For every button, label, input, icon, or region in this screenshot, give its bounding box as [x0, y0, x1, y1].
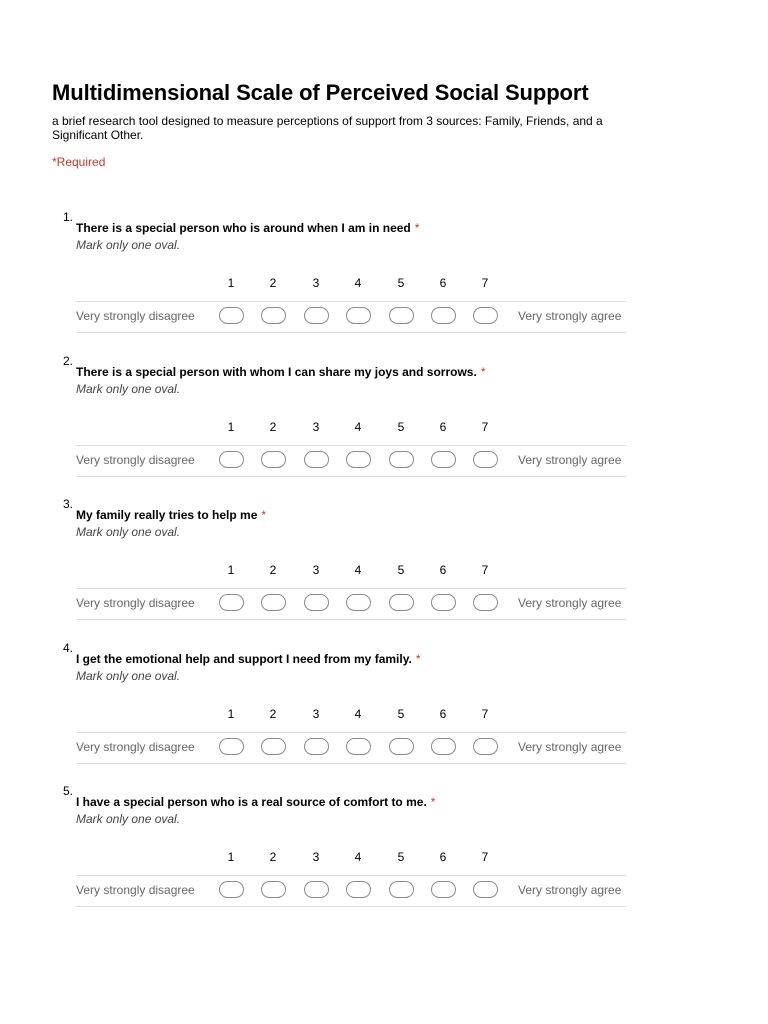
scale-number-6: 6	[439, 276, 447, 290]
oval-option-5[interactable]	[389, 451, 414, 468]
question-label: There is a special person who is around when I am in need	[76, 221, 411, 235]
scale-number-1: 1	[227, 850, 235, 864]
oval-option-2[interactable]	[261, 451, 286, 468]
oval-option-7[interactable]	[473, 307, 498, 324]
scale-number-3: 3	[312, 850, 320, 864]
required-asterisk: *	[480, 364, 486, 379]
oval-option-5[interactable]	[389, 881, 414, 898]
oval-option-3[interactable]	[304, 451, 329, 468]
scale-number-2: 2	[269, 850, 277, 864]
scale-number-1: 1	[227, 563, 235, 577]
question-number: 2.	[63, 353, 74, 368]
scale-high-label: Very strongly agree	[518, 309, 622, 323]
question-label: There is a special person with whom I can share my joys and sorrows.	[76, 364, 477, 379]
scale-number-4: 4	[354, 706, 362, 721]
question-label: I get the emotional help and support I need from my family.	[76, 651, 412, 666]
question-hint: Mark only one oval.	[76, 381, 181, 396]
scale-number-3: 3	[312, 706, 320, 721]
question-1	[0, 210, 768, 350]
oval-option-7[interactable]	[473, 738, 498, 755]
question-text	[76, 795, 435, 809]
scale-row	[76, 445, 626, 477]
required-asterisk: *	[430, 795, 436, 809]
oval-option-2[interactable]	[261, 307, 286, 324]
oval-option-1[interactable]	[219, 594, 244, 611]
scale-low-label: Very strongly disagree	[76, 739, 195, 754]
scale-high-label: Very strongly agree	[518, 452, 622, 467]
oval-option-2[interactable]	[261, 594, 286, 611]
question-number: 1.	[63, 210, 74, 224]
oval-option-5[interactable]	[389, 594, 414, 611]
scale-number-2: 2	[269, 563, 277, 577]
scale-number-7: 7	[481, 419, 489, 434]
oval-option-1[interactable]	[219, 307, 244, 324]
scale-number-2: 2	[269, 276, 277, 290]
scale-number-2: 2	[269, 419, 277, 434]
oval-option-2[interactable]	[261, 738, 286, 755]
scale-number-5: 5	[397, 563, 405, 577]
oval-option-3[interactable]	[304, 594, 329, 611]
scale-number-7: 7	[481, 706, 489, 721]
scale-number-4: 4	[354, 419, 362, 434]
scale-number-1: 1	[227, 419, 235, 434]
scale-number-3: 3	[312, 419, 320, 434]
question-number: 3.	[63, 497, 74, 511]
scale-numbers	[0, 563, 768, 579]
oval-option-4[interactable]	[346, 881, 371, 898]
scale-number-6: 6	[439, 563, 447, 577]
scale-row	[76, 732, 626, 764]
scale-number-3: 3	[312, 563, 320, 577]
oval-option-7[interactable]	[473, 594, 498, 611]
question-label: My family really tries to help me	[76, 508, 258, 522]
question-2	[0, 354, 768, 494]
scale-numbers	[0, 850, 768, 866]
scale-row	[76, 301, 626, 333]
scale-numbers	[0, 420, 768, 436]
scale-number-5: 5	[397, 850, 405, 864]
question-text	[76, 508, 266, 522]
scale-number-4: 4	[354, 850, 362, 864]
question-4	[0, 641, 768, 781]
scale-number-6: 6	[439, 419, 447, 434]
scale-number-6: 6	[439, 706, 447, 721]
scale-low-label: Very strongly disagree	[76, 309, 195, 323]
question-number: 5.	[63, 784, 74, 798]
scale-number-7: 7	[481, 276, 489, 290]
question-5	[0, 784, 768, 924]
oval-option-5[interactable]	[389, 738, 414, 755]
oval-option-7[interactable]	[473, 881, 498, 898]
scale-high-label: Very strongly agree	[518, 739, 622, 754]
oval-option-6[interactable]	[431, 738, 456, 755]
question-3	[0, 497, 768, 637]
scale-number-4: 4	[354, 563, 362, 577]
scale-number-1: 1	[227, 706, 235, 721]
question-text	[76, 365, 485, 379]
oval-option-7[interactable]	[473, 451, 498, 468]
required-note: *Required	[52, 155, 106, 169]
oval-option-6[interactable]	[431, 594, 456, 611]
scale-low-label: Very strongly disagree	[76, 596, 195, 610]
scale-high-label: Very strongly agree	[518, 596, 622, 610]
scale-number-3: 3	[312, 276, 320, 290]
scale-numbers	[0, 707, 768, 723]
question-label: I have a special person who is a real source of comfort to me.	[76, 795, 427, 809]
scale-number-7: 7	[481, 850, 489, 864]
oval-option-4[interactable]	[346, 307, 371, 324]
oval-option-1[interactable]	[219, 881, 244, 898]
scale-number-2: 2	[269, 706, 277, 721]
question-hint: Mark only one oval.	[76, 238, 181, 252]
scale-number-4: 4	[354, 276, 362, 290]
scale-numbers	[0, 276, 768, 292]
question-hint: Mark only one oval.	[76, 812, 181, 826]
question-text	[76, 221, 419, 235]
oval-option-4[interactable]	[346, 451, 371, 468]
scale-number-5: 5	[397, 706, 405, 721]
oval-option-5[interactable]	[389, 307, 414, 324]
oval-option-6[interactable]	[431, 307, 456, 324]
scale-number-7: 7	[481, 563, 489, 577]
oval-option-6[interactable]	[431, 451, 456, 468]
question-hint: Mark only one oval.	[76, 668, 181, 683]
scale-number-6: 6	[439, 850, 447, 864]
oval-option-6[interactable]	[431, 881, 456, 898]
oval-option-4[interactable]	[346, 738, 371, 755]
form-title: Multidimensional Scale of Perceived Social Support	[52, 80, 589, 105]
scale-number-5: 5	[397, 276, 405, 290]
oval-option-3[interactable]	[304, 881, 329, 898]
required-asterisk: *	[414, 221, 420, 235]
required-asterisk: *	[415, 651, 421, 666]
required-asterisk: *	[261, 508, 267, 522]
question-number: 4.	[63, 640, 74, 655]
oval-option-3[interactable]	[304, 738, 329, 755]
oval-option-1[interactable]	[219, 738, 244, 755]
oval-option-4[interactable]	[346, 594, 371, 611]
scale-row	[76, 875, 626, 907]
scale-high-label: Very strongly agree	[518, 883, 622, 897]
scale-row	[76, 588, 626, 620]
scale-number-1: 1	[227, 276, 235, 290]
form-description: a brief research tool designed to measure perceptions of support from 3 sources: Family, Friends, and a Significant Other.	[52, 114, 603, 142]
scale-low-label: Very strongly disagree	[76, 452, 195, 467]
question-text	[76, 652, 421, 666]
oval-option-3[interactable]	[304, 307, 329, 324]
scale-low-label: Very strongly disagree	[76, 883, 195, 897]
oval-option-2[interactable]	[261, 881, 286, 898]
scale-number-5: 5	[397, 419, 405, 434]
oval-option-1[interactable]	[219, 451, 244, 468]
question-hint: Mark only one oval.	[76, 525, 181, 539]
